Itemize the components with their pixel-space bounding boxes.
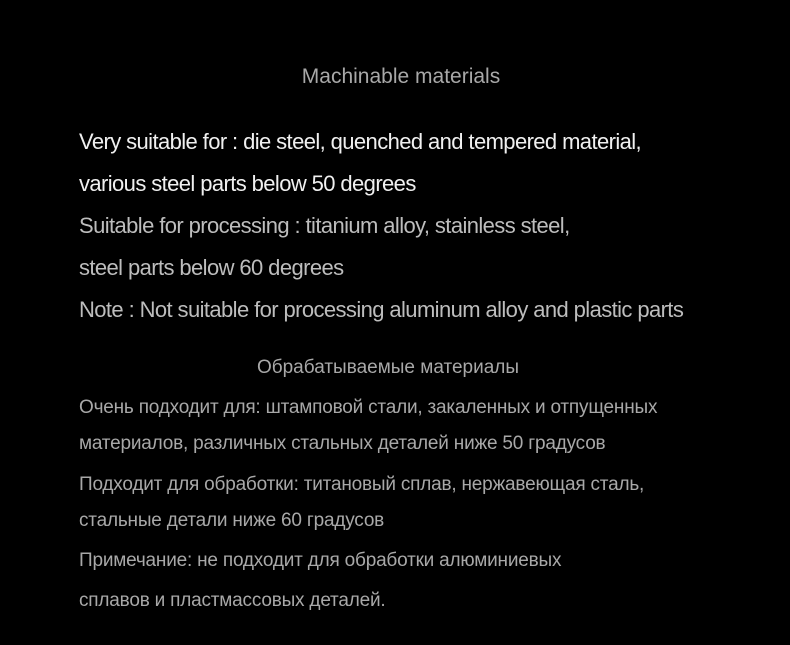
english-line-suitable: Suitable for processing : titanium alloy, stainless steel, [79, 213, 570, 238]
russian-line-very-suitable: Очень подходит для: штамповой стали, закаленных и отпущенных [79, 397, 658, 418]
russian-line-below-60: стальные детали ниже 60 градусов [79, 510, 385, 531]
english-line-below-60: steel parts below 60 degrees [79, 255, 344, 280]
english-title: Machinable materials [301, 65, 501, 88]
english-line-below-50: various steel parts below 50 degrees [79, 171, 416, 196]
english-line-very-suitable: Very suitable for : die steel, quenched and tempered material, [79, 129, 642, 154]
russian-line-plastic: сплавов и пластмассовых деталей. [79, 590, 386, 611]
russian-title: Обрабатываемые материалы [256, 357, 520, 378]
russian-line-below-50: материалов, различных стальных деталей ниже 50 градусов [79, 433, 606, 454]
russian-line-suitable: Подходит для обработки: титановый сплав, нержавеющая сталь, [79, 474, 645, 495]
russian-line-note: Примечание: не подходит для обработки алюминиевых [79, 550, 562, 571]
english-line-note: Note : Not suitable for processing aluminum alloy and plastic parts [79, 297, 684, 322]
